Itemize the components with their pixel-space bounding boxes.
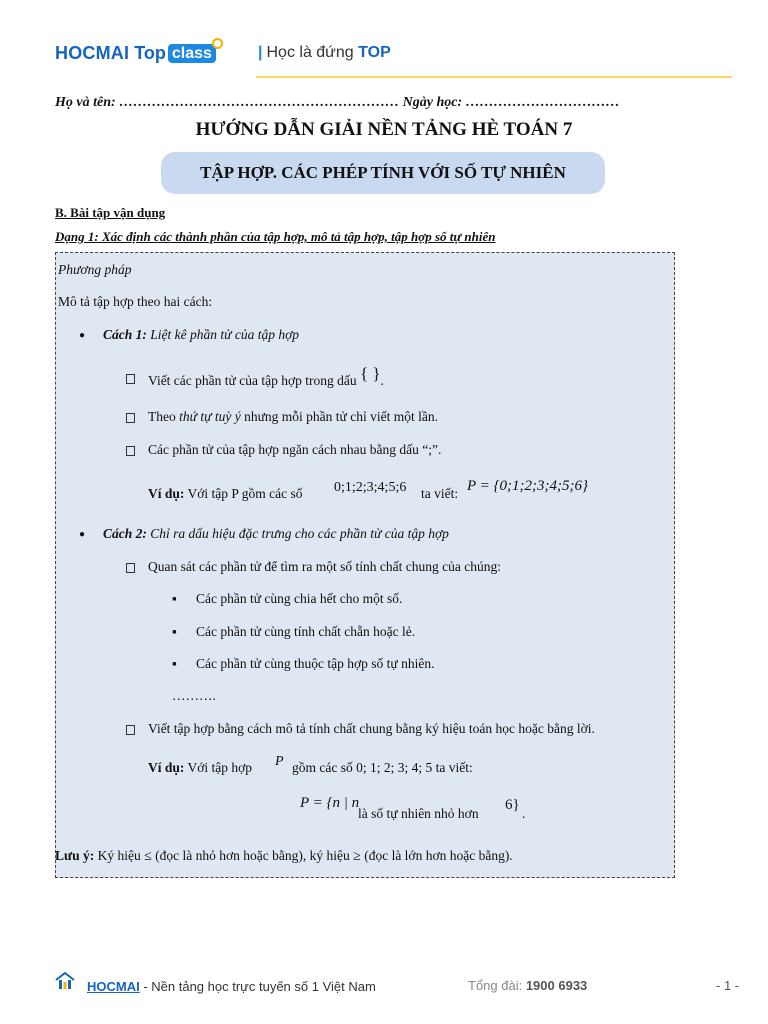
footer-phone-number: 1900 6933 (525, 978, 588, 993)
footer-hotline (468, 978, 587, 993)
cach1-text: Liệt kê phần tử của tập hợp (146, 327, 300, 342)
checkbox-bullet-icon (126, 413, 135, 423)
tagline-text: Học là đứng (266, 44, 359, 61)
section-heading: B. Bài tập vận dụng (55, 205, 166, 220)
example2-label: Ví dụ: (148, 760, 185, 775)
example1-numbers: 0;1;2;3;4;5;6 (334, 480, 407, 495)
cach1-line (103, 327, 299, 343)
c1-item-braces (148, 364, 384, 390)
cach2-label: Cách 2: (103, 526, 147, 541)
c2-item-observe: Quan sát các phần tử để tìm ra một số tính chất chung của chúng: (148, 559, 501, 574)
c1-item2-pre: Theo (148, 409, 180, 424)
square-bullet-icon: ▪ (172, 591, 177, 606)
square-bullet-icon: ▪ (172, 624, 177, 639)
note-line (55, 848, 513, 865)
note-text1: Ký hiệu (94, 848, 145, 863)
header-tagline (258, 44, 391, 62)
page-number: - 1 - (716, 978, 740, 993)
example2-lead (148, 760, 252, 776)
note-label: Lưu ý: (55, 848, 95, 863)
student-name-date-line: Họ và tên: …………………………………………………… Ngày học: …………………………… (55, 95, 620, 110)
c1-item-separator: Các phần tử của tập hợp ngăn cách nhau bằng dấu “;”. (148, 442, 442, 457)
example2-set-symbol: P (275, 754, 284, 769)
logo-dot-icon (212, 38, 223, 49)
cach2-text: Chỉ ra dấu hiệu đặc trưng cho các phần tử của tập hợp (146, 526, 449, 541)
cach1-label: Cách 1: (103, 327, 147, 342)
logo-hocmai-text: HOCMAI (55, 42, 130, 63)
example1-label: Ví dụ: (148, 486, 185, 501)
example2-formula-left: P = {n | n (300, 795, 360, 811)
method-heading: Phương pháp (58, 262, 132, 277)
checkbox-bullet-icon (126, 374, 135, 384)
hocmai-topclass-logo (55, 42, 216, 64)
example2-formula-mid: là số tự nhiên nhỏ hơn (358, 806, 479, 821)
checkbox-bullet-icon (126, 446, 135, 456)
example2-after: gồm các số 0; 1; 2; 3; 4; 5 ta viết: (292, 760, 473, 775)
c2-sub-item: Các phần tử cùng thuộc tập hợp số tự nhiên. (196, 656, 435, 671)
tagline-emphasis: TOP (358, 44, 391, 61)
c2-ellipsis: ………. (172, 688, 216, 703)
note-text3: (đọc là lớn hơn hoặc bằng). (360, 848, 513, 863)
logo-class-badge (168, 44, 216, 63)
problem-type-heading: Dạng 1: Xác định các thành phần của tập hợp, mô tả tập hợp, tập hợp số tự nhiên (55, 229, 496, 244)
cach2-line (103, 526, 449, 542)
square-bullet-icon: ▪ (172, 656, 177, 671)
less-equal-symbol: ≤ (144, 849, 152, 864)
c2-item-describe: Viết tập hợp bằng cách mô tả tính chất chung bằng ký hiệu toán học hoặc bằng lời. (148, 721, 595, 736)
braces-symbol: { } (359, 364, 381, 383)
method-intro: Mô tả tập hợp theo hai cách: (58, 294, 213, 309)
logo-top-text: Top (134, 42, 166, 63)
example1-text: Với tập P gồm các số (184, 486, 303, 501)
bullet-icon: ● (79, 330, 86, 341)
example1-lead (148, 486, 303, 502)
checkbox-bullet-icon (126, 725, 135, 735)
topic-title: TẬP HỢP. CÁC PHÉP TÍNH VỚI SỐ TỰ NHIÊN (200, 163, 566, 182)
hocmai-house-icon (55, 972, 75, 990)
logo-class-text: class (171, 44, 212, 62)
example2-text: Với tập hợp (184, 760, 253, 775)
tagline-divider: | (258, 44, 263, 61)
c2-sub-item: Các phần tử cùng tính chất chẵn hoặc lẻ. (196, 624, 416, 639)
c1-item-order (148, 409, 438, 425)
greater-equal-symbol: ≥ (353, 849, 361, 864)
c1-item1-end: . (380, 373, 384, 388)
example2-formula-right: 6} (505, 797, 520, 813)
c1-item2-italic: thứ tự tuỳ ý (179, 409, 241, 424)
footer-brand (87, 979, 376, 994)
c1-item1-text: Viết các phần tử của tập hợp trong dấu (148, 373, 360, 388)
c1-item2-post: nhưng mỗi phần tử chỉ viết một lần. (240, 409, 438, 424)
document-title: HƯỚNG DẪN GIẢI NỀN TẢNG HÈ TOÁN 7 (195, 119, 573, 140)
topic-banner (161, 152, 605, 194)
note-text2: (đọc là nhỏ hơn hoặc bằng), ký hiệu (151, 848, 354, 863)
footer-phone-label: Tổng đài: (468, 978, 526, 993)
bullet-icon: ● (79, 529, 86, 540)
header-divider (256, 76, 732, 78)
c2-sub-item: Các phần tử cùng chia hết cho một số. (196, 591, 403, 606)
example1-result: P = {0;1;2;3;4;5;6} (467, 478, 588, 494)
footer-brand-text: - Nền tảng học trực tuyến số 1 Việt Nam (139, 979, 376, 994)
footer-brand-link[interactable]: HOCMAI (87, 979, 140, 994)
example2-formula-end: . (522, 806, 526, 821)
checkbox-bullet-icon (126, 563, 135, 573)
example1-mid: ta viết: (421, 486, 459, 501)
